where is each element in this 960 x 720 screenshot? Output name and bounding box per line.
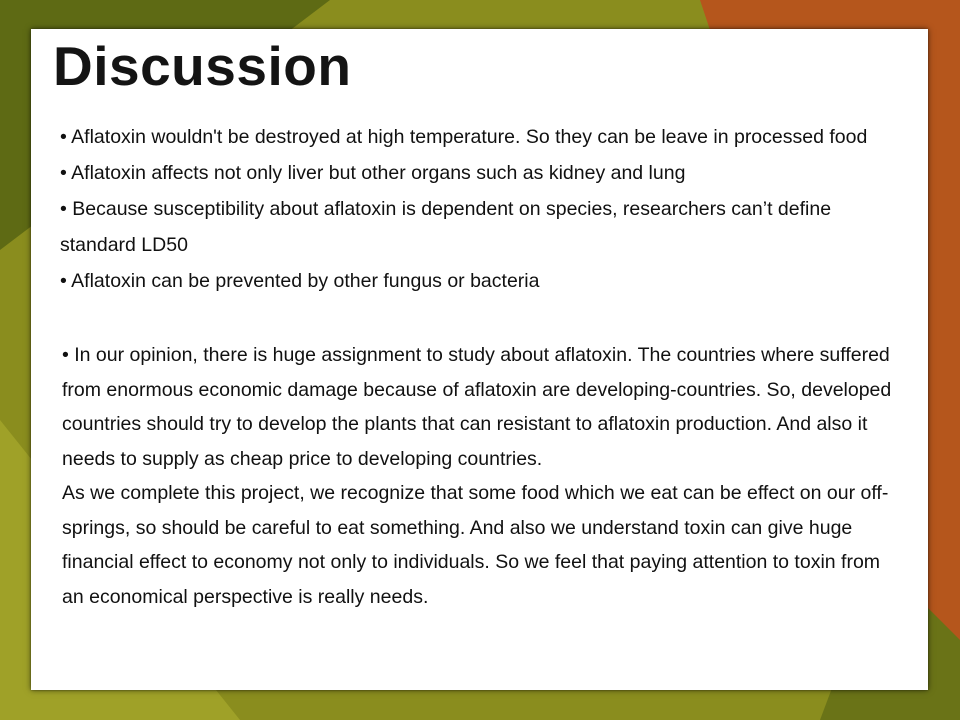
opinion-paragraph: • In our opinion, there is huge assignment to study about aflatoxin. The countries where suffered from enormous economic damage because of aflatoxin are developing-countries. So, developed countries should try to develop the plants that can resistant to aflatoxin production. And also it needs to supply as cheap price to developing countries.: [62, 344, 892, 470]
bullet-item: • Aflatoxin wouldn't be destroyed at high temperature. So they can be leave in processed food: [60, 126, 868, 148]
bullet-list-top: [60, 119, 900, 299]
slide-title: Discussion: [53, 35, 352, 97]
opinion-block: [62, 338, 892, 614]
bullet-item: • Aflatoxin affects not only liver but other organs such as kidney and lung: [60, 162, 686, 184]
bullet-item: • Aflatoxin can be prevented by other fungus or bacteria: [60, 270, 540, 292]
bullet-item: • Because susceptibility about aflatoxin is dependent on species, researchers can’t define standard LD50: [60, 198, 832, 256]
conclusion-paragraph: As we complete this project, we recognize that some food which we eat can be effect on our off-springs, so should be careful to eat something. And also we understand toxin can give huge financial effect to economy not only to individuals. So we feel that paying attention to toxin from an economical perspective is really needs.: [62, 482, 889, 608]
